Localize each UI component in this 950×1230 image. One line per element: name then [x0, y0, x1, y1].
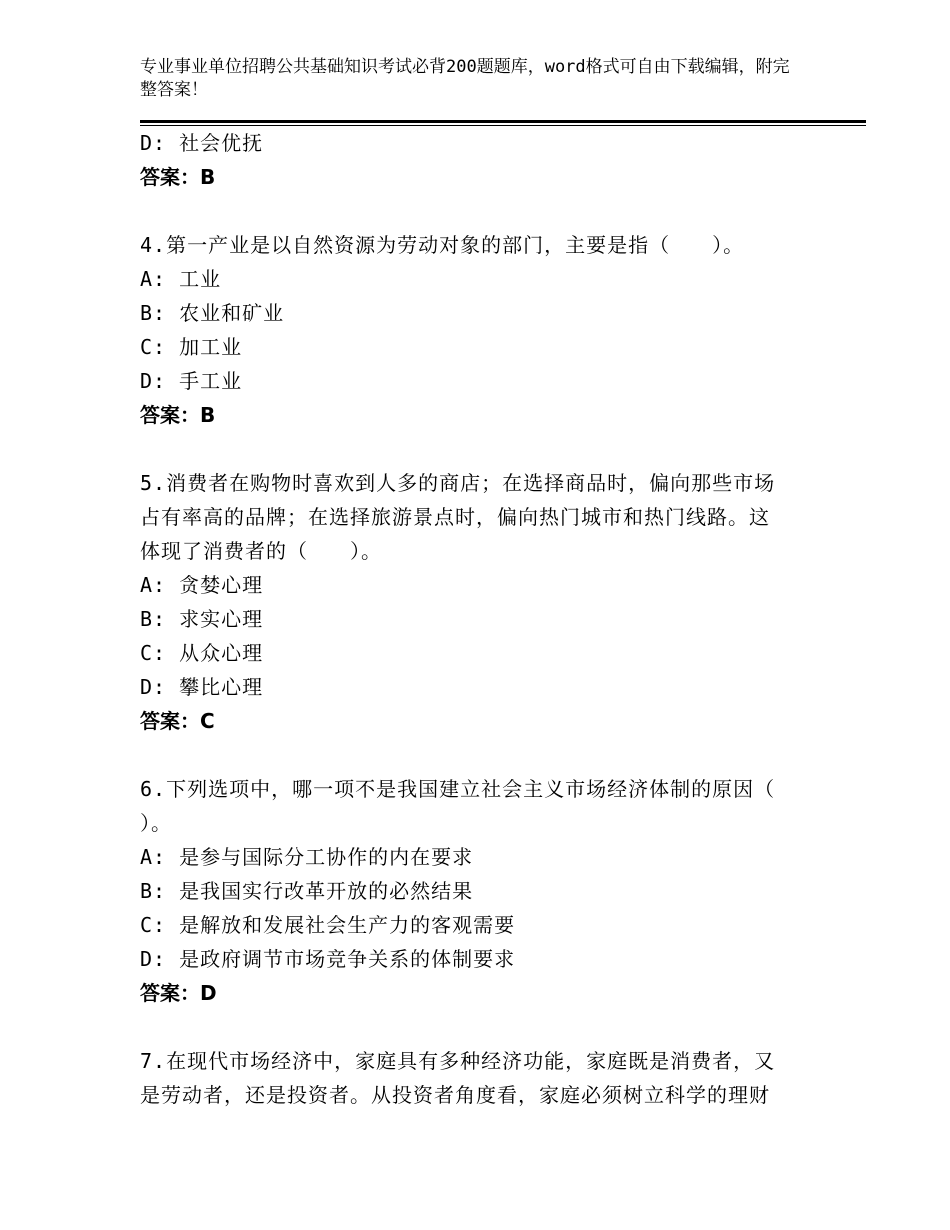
answer-label: 答案： [140, 165, 200, 189]
answer-label: 答案： [140, 709, 200, 733]
option-line: A: 是参与国际分工协作的内在要求 [140, 845, 474, 869]
question-text: 6.下列选项中，哪一项不是我国建立社会主义市场经济体制的原因（ [140, 777, 776, 801]
option-line: A: 工业 [140, 267, 222, 291]
question-text: 7.在现代市场经济中，家庭具有多种经济功能，家庭既是消费者，又 [140, 1049, 776, 1073]
spacer [140, 194, 800, 228]
question-block-6 [140, 772, 800, 1010]
header-divider-thick [140, 120, 866, 123]
option-line: C: 从众心理 [140, 641, 264, 665]
answer-value: D [200, 981, 217, 1005]
question-text: ）。 [140, 811, 172, 835]
question-text: 体现了消费者的（ ）。 [140, 539, 382, 563]
option-line: D: 手工业 [140, 369, 243, 393]
option-line: A: 贪婪心理 [140, 573, 264, 597]
option-line: B: 是我国实行改革开放的必然结果 [140, 879, 474, 903]
option-line: B: 求实心理 [140, 607, 264, 631]
document-body [140, 126, 800, 1112]
spacer [140, 432, 800, 466]
spacer [140, 738, 800, 772]
option-line: D: 攀比心理 [140, 675, 264, 699]
question-text: 是劳动者，还是投资者。从投资者角度看，家庭必须树立科学的理财 [140, 1083, 770, 1107]
page-header: 专业事业单位招聘公共基础知识考试必背200题题库，word格式可自由下载编辑，附完整答案！ [140, 57, 790, 100]
option-line: C: 是解放和发展社会生产力的客观需要 [140, 913, 516, 937]
answer-line [140, 398, 800, 432]
option-line: D: 社会优抚 [140, 131, 264, 155]
option-line: C: 加工业 [140, 335, 243, 359]
answer-label: 答案： [140, 403, 200, 427]
question-text: 5.消费者在购物时喜欢到人多的商店；在选择商品时，偏向那些市场 [140, 471, 776, 495]
question-block-7 [140, 1044, 800, 1112]
answer-line [140, 704, 800, 738]
answer-label: 答案： [140, 981, 200, 1005]
question-block-5 [140, 466, 800, 738]
answer-value: B [200, 403, 216, 427]
option-line: D: 是政府调节市场竞争关系的体制要求 [140, 947, 516, 971]
question-block-4 [140, 228, 800, 432]
question-text: 4.第一产业是以自然资源为劳动对象的部门，主要是指（ ）。 [140, 233, 745, 257]
option-line: B: 农业和矿业 [140, 301, 285, 325]
answer-value: B [200, 165, 216, 189]
answer-line [140, 976, 800, 1010]
answer-value: C [200, 709, 215, 733]
question-text: 占有率高的品牌；在选择旅游景点时，偏向热门城市和热门线路。这 [140, 505, 770, 529]
question-block-3 [140, 126, 800, 194]
spacer [140, 1010, 800, 1044]
answer-line [140, 160, 800, 194]
